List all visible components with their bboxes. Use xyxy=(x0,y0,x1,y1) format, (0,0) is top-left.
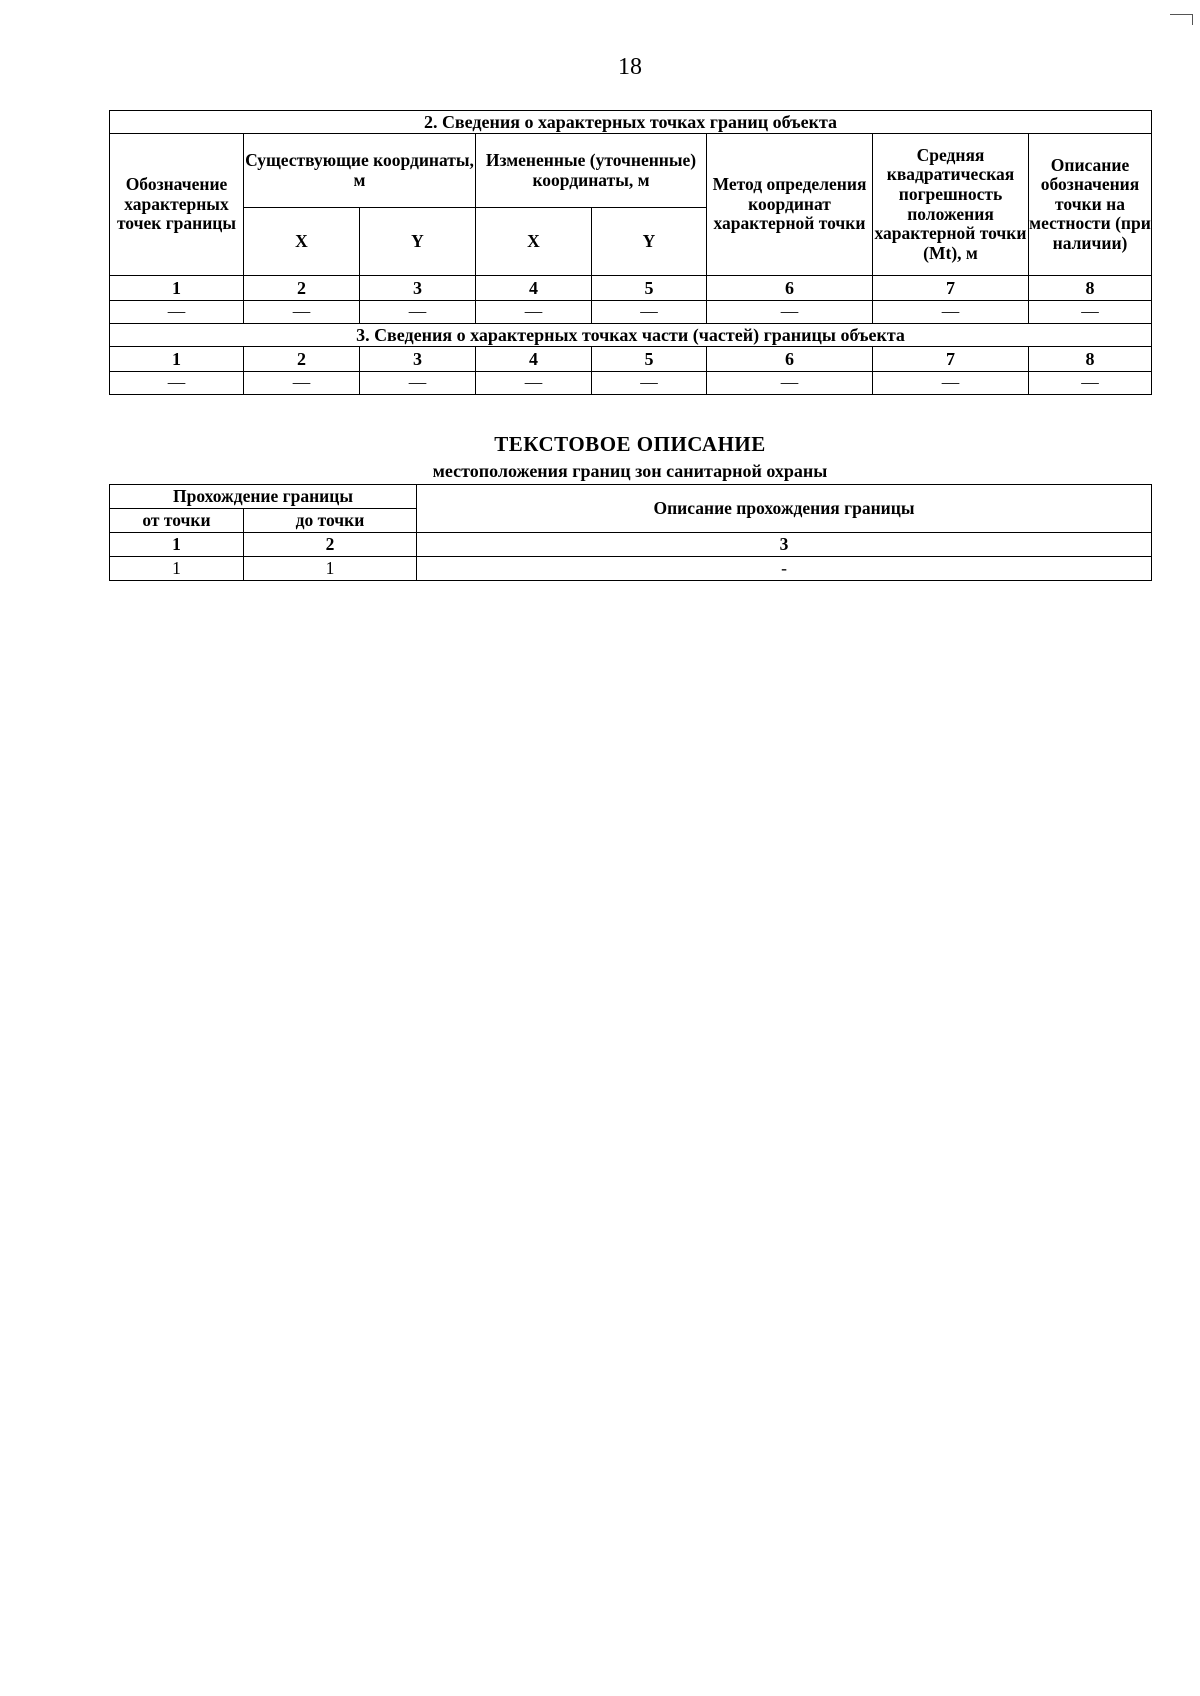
section-2-title: 2. Сведения о характерных точках границ объекта xyxy=(110,111,1152,134)
boundary-passage-table xyxy=(109,484,1152,581)
table-cell: — xyxy=(476,301,592,324)
text-description-subtitle: местоположения границ зон санитарной охраны xyxy=(432,461,828,481)
header-error: Средняя квадратическая погрешность положения характерной точки (Mt), м xyxy=(873,134,1029,276)
column-number: 3 xyxy=(360,276,476,301)
table-cell: — xyxy=(592,301,707,324)
column-number: 1 xyxy=(110,276,244,301)
table-cell: — xyxy=(110,301,244,324)
column-number: 2 xyxy=(244,276,360,301)
column-number: 8 xyxy=(1029,347,1152,372)
table-cell: — xyxy=(873,301,1029,324)
table-cell: — xyxy=(592,372,707,395)
table-cell: — xyxy=(707,301,873,324)
column-number: 6 xyxy=(707,347,873,372)
table-cell: — xyxy=(476,372,592,395)
to-point-cell: 1 xyxy=(244,557,417,581)
header-passage: Прохождение границы xyxy=(110,485,417,509)
table-cell: — xyxy=(244,301,360,324)
header-from-point: от точки xyxy=(110,509,244,533)
column-number: 7 xyxy=(873,347,1029,372)
header-method: Метод определения координат характерной точки xyxy=(707,134,873,276)
header-point-description: Описание обозначения точки на местности (при наличии) xyxy=(1029,134,1152,276)
passage-description-cell: - xyxy=(417,557,1152,581)
column-number: 5 xyxy=(592,276,707,301)
page-number: 18 xyxy=(618,54,642,80)
characteristic-points-table xyxy=(109,110,1152,395)
table-cell: — xyxy=(707,372,873,395)
column-number: 3 xyxy=(360,347,476,372)
column-number: 7 xyxy=(873,276,1029,301)
header-designation: Обозначение характерных точек границы xyxy=(110,134,244,276)
header-existing-coordinates: Существующие координаты, м xyxy=(244,134,476,208)
table-cell: — xyxy=(244,372,360,395)
column-number: 1 xyxy=(110,533,244,557)
column-number: 2 xyxy=(244,533,417,557)
table-cell: — xyxy=(873,372,1029,395)
text-description-title: ТЕКСТОВОЕ ОПИСАНИЕ xyxy=(494,432,766,456)
header-passage-description: Описание прохождения границы xyxy=(417,485,1152,533)
table-cell: — xyxy=(1029,301,1152,324)
section-3-title: 3. Сведения о характерных точках части (частей) границы объекта xyxy=(110,324,1152,347)
header-existing-y: Y xyxy=(360,208,476,276)
header-changed-coordinates: Измененные (уточненные) координаты, м xyxy=(476,134,707,208)
header-existing-x: X xyxy=(244,208,360,276)
table-cell: — xyxy=(110,372,244,395)
table-cell: — xyxy=(360,301,476,324)
column-number: 4 xyxy=(476,276,592,301)
header-changed-x: X xyxy=(476,208,592,276)
column-number: 4 xyxy=(476,347,592,372)
column-number: 1 xyxy=(110,347,244,372)
scan-corner-mark xyxy=(1170,14,1193,25)
from-point-cell: 1 xyxy=(110,557,244,581)
column-number: 6 xyxy=(707,276,873,301)
column-number: 3 xyxy=(417,533,1152,557)
table-cell: — xyxy=(1029,372,1152,395)
column-number: 2 xyxy=(244,347,360,372)
column-number: 8 xyxy=(1029,276,1152,301)
header-to-point: до точки xyxy=(244,509,417,533)
table-cell: — xyxy=(360,372,476,395)
header-changed-y: Y xyxy=(592,208,707,276)
column-number: 5 xyxy=(592,347,707,372)
